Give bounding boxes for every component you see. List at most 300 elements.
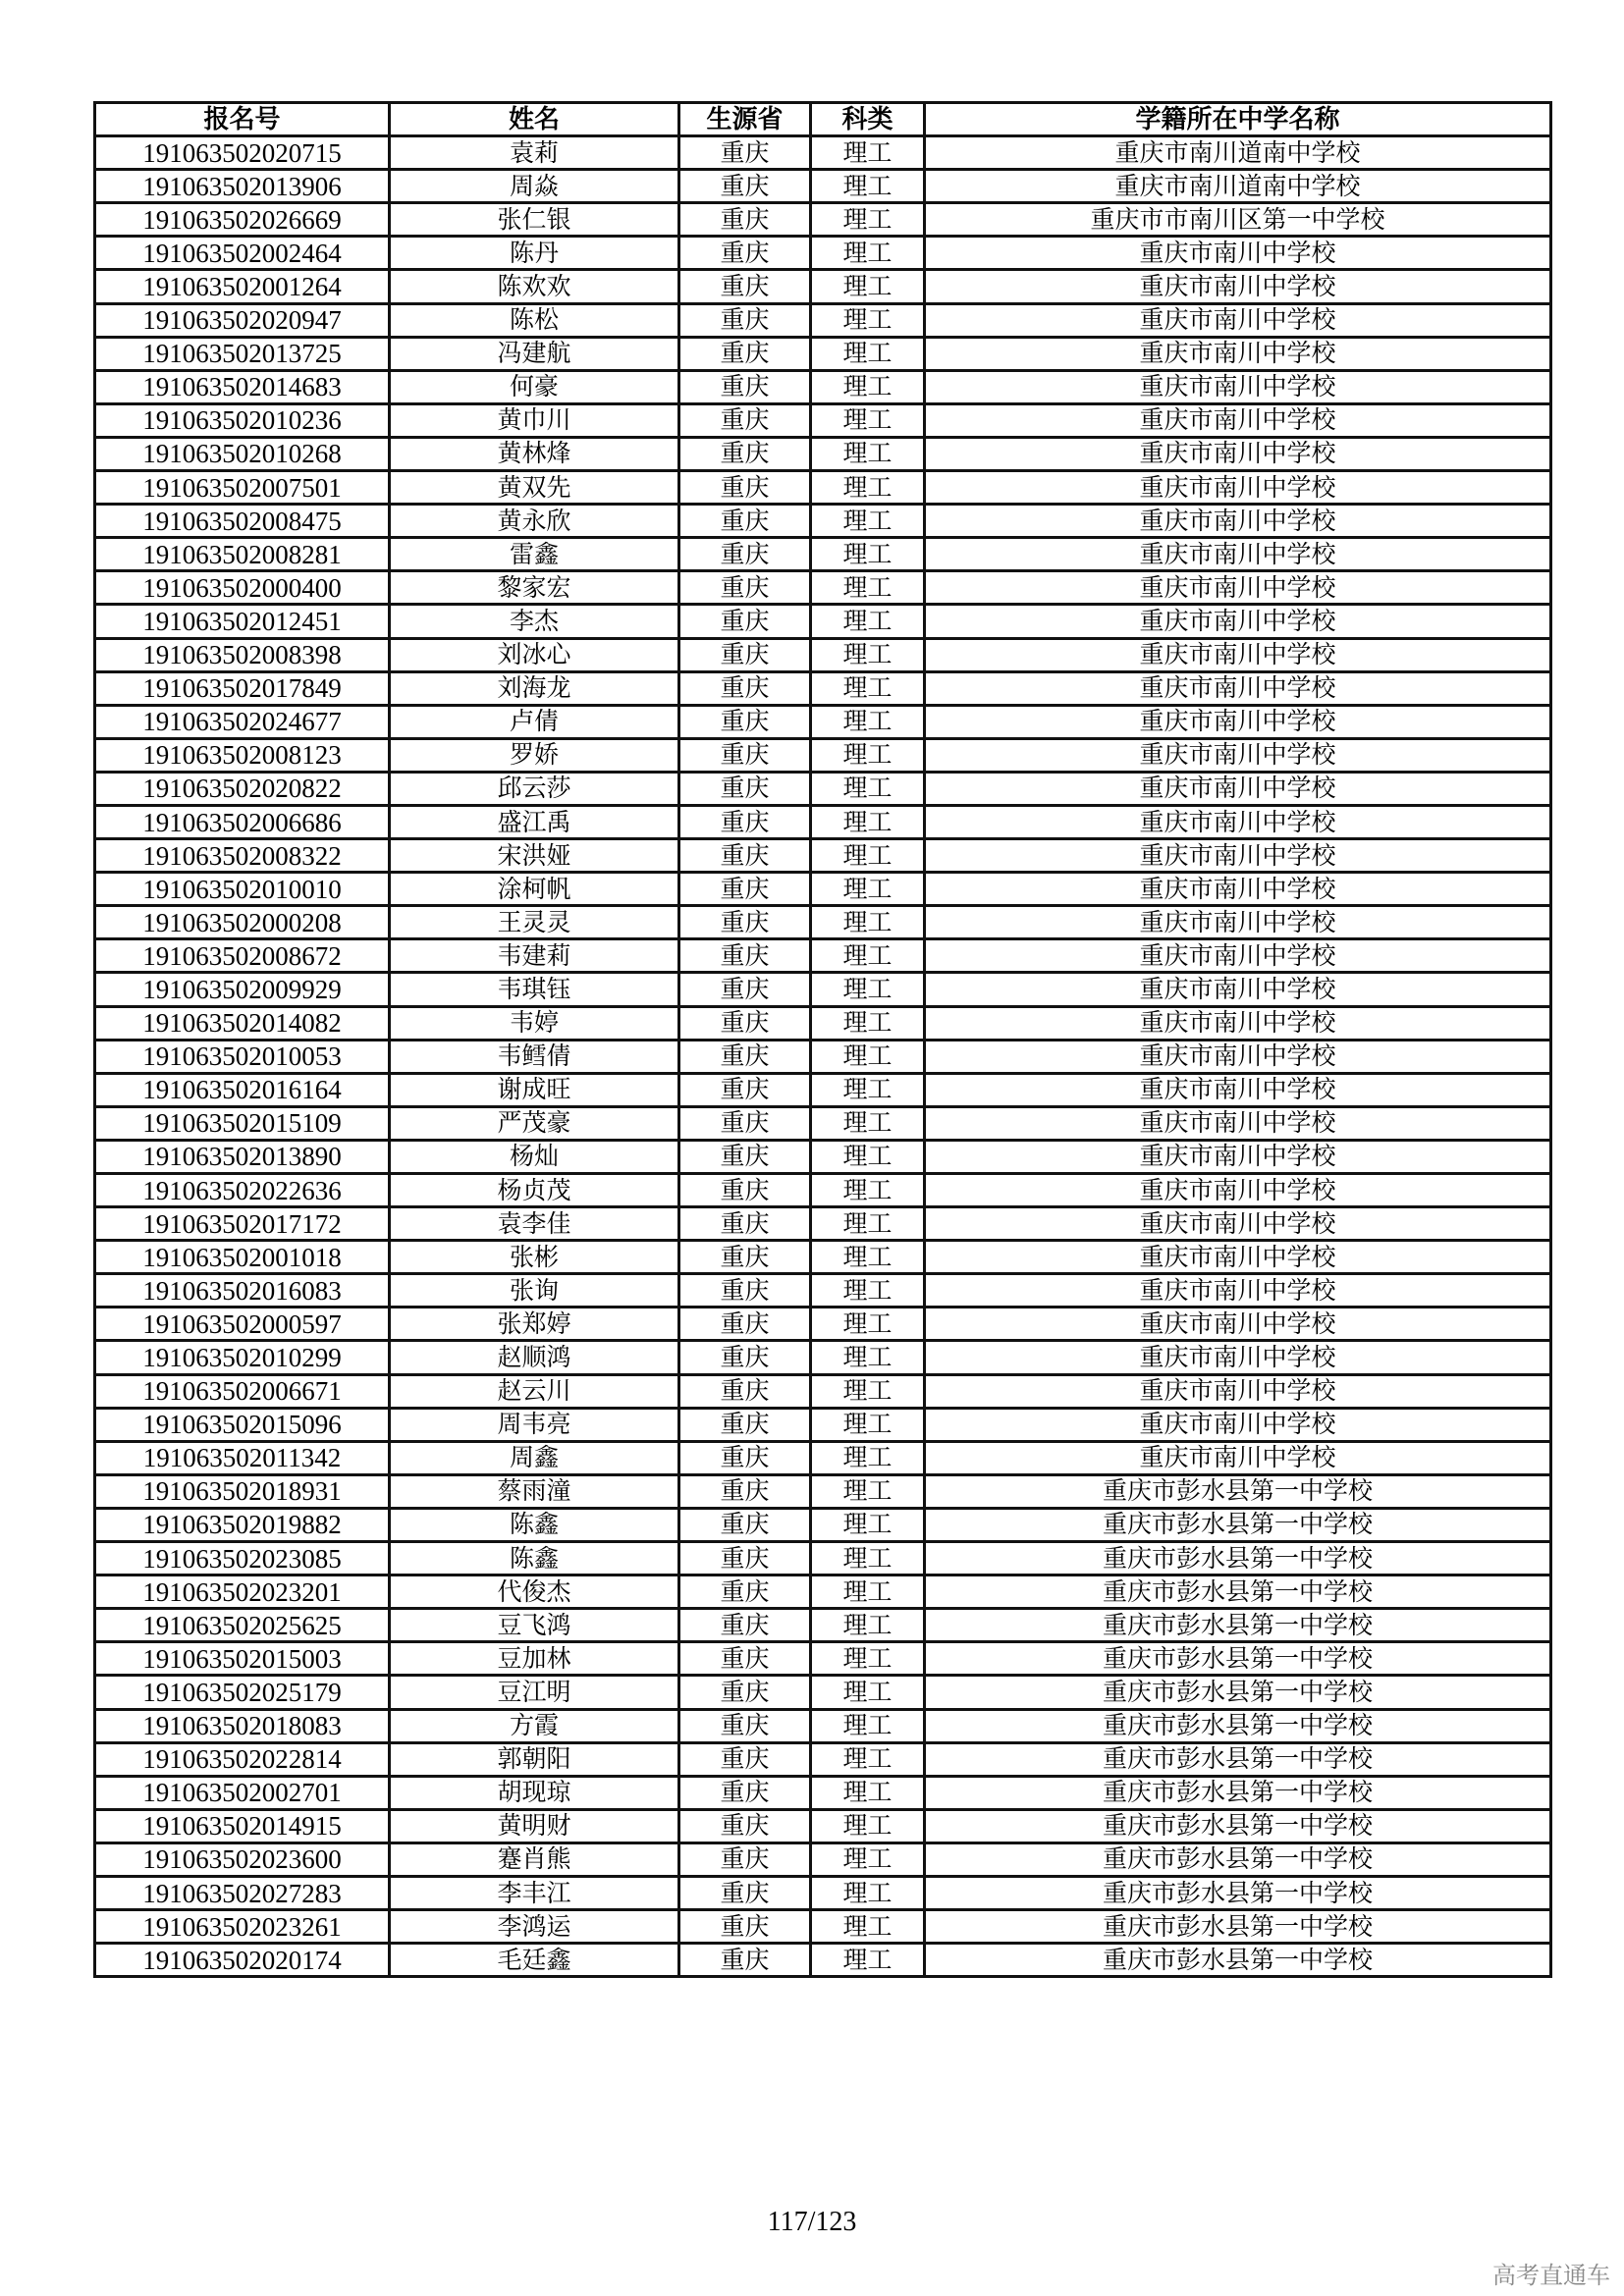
registration-number-cell: 191063502000400 [95, 571, 390, 605]
category-cell: 理工 [811, 1441, 925, 1474]
table-row [95, 1308, 1551, 1341]
registration-number-cell: 191063502023600 [95, 1842, 390, 1876]
school-cell: 重庆市南川中学校 [925, 270, 1551, 303]
name-cell: 周韦亮 [390, 1408, 679, 1441]
category-cell: 理工 [811, 1676, 925, 1709]
registration-number-cell: 191063502013725 [95, 337, 390, 370]
name-cell: 周鑫 [390, 1441, 679, 1474]
table-row [95, 1742, 1551, 1776]
school-cell: 重庆市南川中学校 [925, 237, 1551, 270]
table-row [95, 471, 1551, 505]
registration-number-cell: 191063502023261 [95, 1910, 390, 1944]
table-row [95, 973, 1551, 1006]
province-cell: 重庆 [679, 1341, 811, 1374]
category-cell: 理工 [811, 906, 925, 939]
name-cell: 杨灿 [390, 1140, 679, 1173]
province-cell: 重庆 [679, 1441, 811, 1474]
category-cell: 理工 [811, 403, 925, 437]
table-row [95, 237, 1551, 270]
category-cell: 理工 [811, 805, 925, 838]
category-cell: 理工 [811, 203, 925, 237]
category-cell: 理工 [811, 1174, 925, 1207]
province-cell: 重庆 [679, 237, 811, 270]
category-cell: 理工 [811, 1508, 925, 1541]
province-cell: 重庆 [679, 1876, 811, 1909]
school-cell: 重庆市彭水县第一中学校 [925, 1742, 1551, 1776]
name-cell: 袁李佳 [390, 1207, 679, 1241]
name-cell: 邱云莎 [390, 772, 679, 805]
name-cell: 蔡雨潼 [390, 1474, 679, 1508]
registration-number-cell: 191063502020822 [95, 772, 390, 805]
school-cell: 重庆市南川中学校 [925, 403, 1551, 437]
table-row [95, 1174, 1551, 1207]
table-row [95, 1006, 1551, 1040]
name-cell: 毛廷鑫 [390, 1944, 679, 1977]
school-cell: 重庆市南川中学校 [925, 538, 1551, 571]
category-cell: 理工 [811, 1742, 925, 1776]
table-row [95, 1073, 1551, 1106]
name-cell: 方霞 [390, 1709, 679, 1742]
name-cell: 雷鑫 [390, 538, 679, 571]
category-cell: 理工 [811, 1073, 925, 1106]
school-cell: 重庆市彭水县第一中学校 [925, 1876, 1551, 1909]
province-cell: 重庆 [679, 1073, 811, 1106]
table-row [95, 303, 1551, 337]
name-cell: 豆飞鸿 [390, 1609, 679, 1642]
column-header-category: 科类 [811, 103, 925, 136]
school-cell: 重庆市彭水县第一中学校 [925, 1842, 1551, 1876]
category-cell: 理工 [811, 1207, 925, 1241]
registration-number-cell: 191063502018931 [95, 1474, 390, 1508]
admission-list-table [93, 101, 1552, 1978]
category-cell: 理工 [811, 873, 925, 906]
name-cell: 袁莉 [390, 136, 679, 170]
province-cell: 重庆 [679, 738, 811, 772]
province-cell: 重庆 [679, 1742, 811, 1776]
name-cell: 代俊杰 [390, 1575, 679, 1609]
province-cell: 重庆 [679, 1374, 811, 1408]
province-cell: 重庆 [679, 1642, 811, 1676]
school-cell: 重庆市南川中学校 [925, 370, 1551, 403]
province-cell: 重庆 [679, 1308, 811, 1341]
table-row [95, 1876, 1551, 1909]
school-cell: 重庆市南川中学校 [925, 1274, 1551, 1308]
name-cell: 陈丹 [390, 237, 679, 270]
watermark: 高考直通车 [1492, 2262, 1610, 2289]
category-cell: 理工 [811, 1776, 925, 1809]
category-cell: 理工 [811, 1274, 925, 1308]
province-cell: 重庆 [679, 437, 811, 470]
table-row [95, 170, 1551, 203]
table-row [95, 136, 1551, 170]
province-cell: 重庆 [679, 471, 811, 505]
name-cell: 黄明财 [390, 1809, 679, 1842]
province-cell: 重庆 [679, 1174, 811, 1207]
name-cell: 李鸿运 [390, 1910, 679, 1944]
school-cell: 重庆市南川中学校 [925, 1408, 1551, 1441]
name-cell: 盛江禹 [390, 805, 679, 838]
registration-number-cell: 191063502022636 [95, 1174, 390, 1207]
school-cell: 重庆市彭水县第一中学校 [925, 1609, 1551, 1642]
category-cell: 理工 [811, 638, 925, 671]
name-cell: 何豪 [390, 370, 679, 403]
province-cell: 重庆 [679, 136, 811, 170]
category-cell: 理工 [811, 1910, 925, 1944]
category-cell: 理工 [811, 605, 925, 638]
category-cell: 理工 [811, 505, 925, 538]
table-row [95, 370, 1551, 403]
school-cell: 重庆市南川中学校 [925, 1241, 1551, 1274]
registration-number-cell: 191063502008281 [95, 538, 390, 571]
registration-number-cell: 191063502008672 [95, 939, 390, 973]
province-cell: 重庆 [679, 805, 811, 838]
category-cell: 理工 [811, 939, 925, 973]
category-cell: 理工 [811, 1408, 925, 1441]
name-cell: 陈鑫 [390, 1542, 679, 1575]
name-cell: 周焱 [390, 170, 679, 203]
name-cell: 韦婷 [390, 1006, 679, 1040]
school-cell: 重庆市南川中学校 [925, 805, 1551, 838]
registration-number-cell: 191063502010053 [95, 1040, 390, 1073]
table-row [95, 1474, 1551, 1508]
page-number: 117/123 [767, 2207, 857, 2237]
school-cell: 重庆市彭水县第一中学校 [925, 1676, 1551, 1709]
category-cell: 理工 [811, 370, 925, 403]
category-cell: 理工 [811, 237, 925, 270]
name-cell: 赵云川 [390, 1374, 679, 1408]
province-cell: 重庆 [679, 1910, 811, 1944]
name-cell: 黄林烽 [390, 437, 679, 470]
province-cell: 重庆 [679, 1809, 811, 1842]
registration-number-cell: 191063502010299 [95, 1341, 390, 1374]
school-cell: 重庆市南川中学校 [925, 738, 1551, 772]
registration-number-cell: 191063502022814 [95, 1742, 390, 1776]
registration-number-cell: 191063502010268 [95, 437, 390, 470]
registration-number-cell: 191063502015003 [95, 1642, 390, 1676]
school-cell: 重庆市南川中学校 [925, 705, 1551, 738]
name-cell: 陈松 [390, 303, 679, 337]
province-cell: 重庆 [679, 1542, 811, 1575]
table-row [95, 605, 1551, 638]
name-cell: 刘海龙 [390, 671, 679, 705]
province-cell: 重庆 [679, 973, 811, 1006]
category-cell: 理工 [811, 1876, 925, 1909]
province-cell: 重庆 [679, 538, 811, 571]
table-row [95, 1441, 1551, 1474]
category-cell: 理工 [811, 772, 925, 805]
registration-number-cell: 191063502018083 [95, 1709, 390, 1742]
table-row [95, 1341, 1551, 1374]
registration-number-cell: 191063502013890 [95, 1140, 390, 1173]
school-cell: 重庆市南川道南中学校 [925, 136, 1551, 170]
category-cell: 理工 [811, 437, 925, 470]
province-cell: 重庆 [679, 772, 811, 805]
school-cell: 重庆市南川中学校 [925, 1374, 1551, 1408]
table-row [95, 1575, 1551, 1609]
category-cell: 理工 [811, 1709, 925, 1742]
province-cell: 重庆 [679, 1575, 811, 1609]
name-cell: 王灵灵 [390, 906, 679, 939]
registration-number-cell: 191063502001264 [95, 270, 390, 303]
school-cell: 重庆市彭水县第一中学校 [925, 1944, 1551, 1977]
province-cell: 重庆 [679, 839, 811, 873]
school-cell: 重庆市彭水县第一中学校 [925, 1642, 1551, 1676]
name-cell: 冯建航 [390, 337, 679, 370]
school-cell: 重庆市南川中学校 [925, 906, 1551, 939]
category-cell: 理工 [811, 1609, 925, 1642]
registration-number-cell: 191063502025625 [95, 1609, 390, 1642]
category-cell: 理工 [811, 973, 925, 1006]
province-cell: 重庆 [679, 303, 811, 337]
category-cell: 理工 [811, 1542, 925, 1575]
name-cell: 豆加林 [390, 1642, 679, 1676]
name-cell: 李丰江 [390, 1876, 679, 1909]
category-cell: 理工 [811, 1944, 925, 1977]
province-cell: 重庆 [679, 1474, 811, 1508]
province-cell: 重庆 [679, 1006, 811, 1040]
school-cell: 重庆市南川中学校 [925, 1073, 1551, 1106]
table-row [95, 403, 1551, 437]
registration-number-cell: 191063502017849 [95, 671, 390, 705]
registration-number-cell: 191063502001018 [95, 1241, 390, 1274]
name-cell: 陈鑫 [390, 1508, 679, 1541]
registration-number-cell: 191063502017172 [95, 1207, 390, 1241]
name-cell: 韦琪钰 [390, 973, 679, 1006]
province-cell: 重庆 [679, 1944, 811, 1977]
name-cell: 张郑婷 [390, 1308, 679, 1341]
school-cell: 重庆市南川中学校 [925, 1341, 1551, 1374]
category-cell: 理工 [811, 170, 925, 203]
province-cell: 重庆 [679, 1842, 811, 1876]
name-cell: 张仁银 [390, 203, 679, 237]
table-row [95, 805, 1551, 838]
school-cell: 重庆市南川中学校 [925, 505, 1551, 538]
category-cell: 理工 [811, 1642, 925, 1676]
table-row [95, 873, 1551, 906]
province-cell: 重庆 [679, 1274, 811, 1308]
name-cell: 刘冰心 [390, 638, 679, 671]
province-cell: 重庆 [679, 605, 811, 638]
category-cell: 理工 [811, 839, 925, 873]
table-row [95, 1709, 1551, 1742]
registration-number-cell: 191063502020174 [95, 1944, 390, 1977]
name-cell: 严茂豪 [390, 1106, 679, 1140]
category-cell: 理工 [811, 538, 925, 571]
registration-number-cell: 191063502013906 [95, 170, 390, 203]
registration-number-cell: 191063502016164 [95, 1073, 390, 1106]
school-cell: 重庆市南川道南中学校 [925, 170, 1551, 203]
name-cell: 黎家宏 [390, 571, 679, 605]
table-row [95, 1642, 1551, 1676]
registration-number-cell: 191063502008398 [95, 638, 390, 671]
category-cell: 理工 [811, 571, 925, 605]
table-row [95, 270, 1551, 303]
name-cell: 黄巾川 [390, 403, 679, 437]
name-cell: 黄双先 [390, 471, 679, 505]
registration-number-cell: 191063502011342 [95, 1441, 390, 1474]
column-header-province: 生源省 [679, 103, 811, 136]
registration-number-cell: 191063502008322 [95, 839, 390, 873]
school-cell: 重庆市南川中学校 [925, 605, 1551, 638]
province-cell: 重庆 [679, 403, 811, 437]
category-cell: 理工 [811, 1842, 925, 1876]
table-row [95, 638, 1551, 671]
registration-number-cell: 191063502006686 [95, 805, 390, 838]
name-cell: 黄永欣 [390, 505, 679, 538]
table-row [95, 772, 1551, 805]
category-cell: 理工 [811, 1106, 925, 1140]
school-cell: 重庆市南川中学校 [925, 571, 1551, 605]
province-cell: 重庆 [679, 370, 811, 403]
province-cell: 重庆 [679, 1241, 811, 1274]
province-cell: 重庆 [679, 638, 811, 671]
table-row [95, 203, 1551, 237]
school-cell: 重庆市市南川区第一中学校 [925, 203, 1551, 237]
school-cell: 重庆市南川中学校 [925, 671, 1551, 705]
school-cell: 重庆市彭水县第一中学校 [925, 1776, 1551, 1809]
province-cell: 重庆 [679, 571, 811, 605]
name-cell: 涂柯帆 [390, 873, 679, 906]
school-cell: 重庆市彭水县第一中学校 [925, 1575, 1551, 1609]
name-cell: 谢成旺 [390, 1073, 679, 1106]
name-cell: 豆江明 [390, 1676, 679, 1709]
school-cell: 重庆市南川中学校 [925, 1441, 1551, 1474]
name-cell: 罗娇 [390, 738, 679, 772]
registration-number-cell: 191063502020715 [95, 136, 390, 170]
table-row [95, 705, 1551, 738]
category-cell: 理工 [811, 1809, 925, 1842]
province-cell: 重庆 [679, 1776, 811, 1809]
school-cell: 重庆市南川中学校 [925, 1040, 1551, 1073]
province-cell: 重庆 [679, 1207, 811, 1241]
table-row [95, 839, 1551, 873]
province-cell: 重庆 [679, 939, 811, 973]
category-cell: 理工 [811, 1374, 925, 1408]
name-cell: 张询 [390, 1274, 679, 1308]
category-cell: 理工 [811, 671, 925, 705]
table-row [95, 437, 1551, 470]
table-row [95, 1274, 1551, 1308]
category-cell: 理工 [811, 1341, 925, 1374]
school-cell: 重庆市彭水县第一中学校 [925, 1542, 1551, 1575]
name-cell: 卢倩 [390, 705, 679, 738]
category-cell: 理工 [811, 136, 925, 170]
school-cell: 重庆市南川中学校 [925, 437, 1551, 470]
province-cell: 重庆 [679, 906, 811, 939]
category-cell: 理工 [811, 471, 925, 505]
table-row [95, 939, 1551, 973]
province-cell: 重庆 [679, 1609, 811, 1642]
name-cell: 宋洪娅 [390, 839, 679, 873]
registration-number-cell: 191063502027283 [95, 1876, 390, 1909]
school-cell: 重庆市南川中学校 [925, 772, 1551, 805]
school-cell: 重庆市南川中学校 [925, 1207, 1551, 1241]
school-cell: 重庆市南川中学校 [925, 337, 1551, 370]
table-row [95, 505, 1551, 538]
registration-number-cell: 191063502007501 [95, 471, 390, 505]
category-cell: 理工 [811, 303, 925, 337]
table-row [95, 1776, 1551, 1809]
table-row [95, 1140, 1551, 1173]
province-cell: 重庆 [679, 705, 811, 738]
table-row [95, 1842, 1551, 1876]
province-cell: 重庆 [679, 505, 811, 538]
table-body [95, 136, 1551, 1977]
registration-number-cell: 191063502014683 [95, 370, 390, 403]
table-row [95, 1609, 1551, 1642]
registration-number-cell: 191063502008123 [95, 738, 390, 772]
name-cell: 张彬 [390, 1241, 679, 1274]
province-cell: 重庆 [679, 873, 811, 906]
school-cell: 重庆市南川中学校 [925, 973, 1551, 1006]
registration-number-cell: 191063502026669 [95, 203, 390, 237]
category-cell: 理工 [811, 270, 925, 303]
table-row [95, 1040, 1551, 1073]
registration-number-cell: 191063502008475 [95, 505, 390, 538]
school-cell: 重庆市彭水县第一中学校 [925, 1910, 1551, 1944]
table-row [95, 337, 1551, 370]
name-cell: 赵顺鸿 [390, 1341, 679, 1374]
school-cell: 重庆市南川中学校 [925, 873, 1551, 906]
registration-number-cell: 191063502010236 [95, 403, 390, 437]
table-row [95, 671, 1551, 705]
name-cell: 蹇肖熊 [390, 1842, 679, 1876]
name-cell: 李杰 [390, 605, 679, 638]
school-cell: 重庆市彭水县第一中学校 [925, 1474, 1551, 1508]
table-row [95, 1408, 1551, 1441]
registration-number-cell: 191063502002701 [95, 1776, 390, 1809]
category-cell: 理工 [811, 1006, 925, 1040]
school-cell: 重庆市南川中学校 [925, 638, 1551, 671]
province-cell: 重庆 [679, 1040, 811, 1073]
category-cell: 理工 [811, 1040, 925, 1073]
table-row [95, 1508, 1551, 1541]
province-cell: 重庆 [679, 203, 811, 237]
school-cell: 重庆市南川中学校 [925, 839, 1551, 873]
province-cell: 重庆 [679, 1106, 811, 1140]
registration-number-cell: 191063502016083 [95, 1274, 390, 1308]
school-cell: 重庆市彭水县第一中学校 [925, 1508, 1551, 1541]
registration-number-cell: 191063502014915 [95, 1809, 390, 1842]
registration-number-cell: 191063502000208 [95, 906, 390, 939]
table-row [95, 1944, 1551, 1977]
column-header-registration-number: 报名号 [95, 103, 390, 136]
table-row [95, 1207, 1551, 1241]
registration-number-cell: 191063502015096 [95, 1408, 390, 1441]
province-cell: 重庆 [679, 1709, 811, 1742]
province-cell: 重庆 [679, 270, 811, 303]
registration-number-cell: 191063502023201 [95, 1575, 390, 1609]
school-cell: 重庆市南川中学校 [925, 939, 1551, 973]
table-row [95, 906, 1551, 939]
name-cell: 韦鳕倩 [390, 1040, 679, 1073]
registration-number-cell: 191063502025179 [95, 1676, 390, 1709]
registration-number-cell: 191063502023085 [95, 1542, 390, 1575]
registration-number-cell: 191063502014082 [95, 1006, 390, 1040]
category-cell: 理工 [811, 1474, 925, 1508]
school-cell: 重庆市南川中学校 [925, 1106, 1551, 1140]
category-cell: 理工 [811, 1140, 925, 1173]
table-row [95, 1676, 1551, 1709]
table-header-row [95, 103, 1551, 136]
school-cell: 重庆市南川中学校 [925, 471, 1551, 505]
category-cell: 理工 [811, 337, 925, 370]
school-cell: 重庆市彭水县第一中学校 [925, 1709, 1551, 1742]
province-cell: 重庆 [679, 337, 811, 370]
name-cell: 韦建莉 [390, 939, 679, 973]
table-row [95, 1374, 1551, 1408]
table-row [95, 1542, 1551, 1575]
